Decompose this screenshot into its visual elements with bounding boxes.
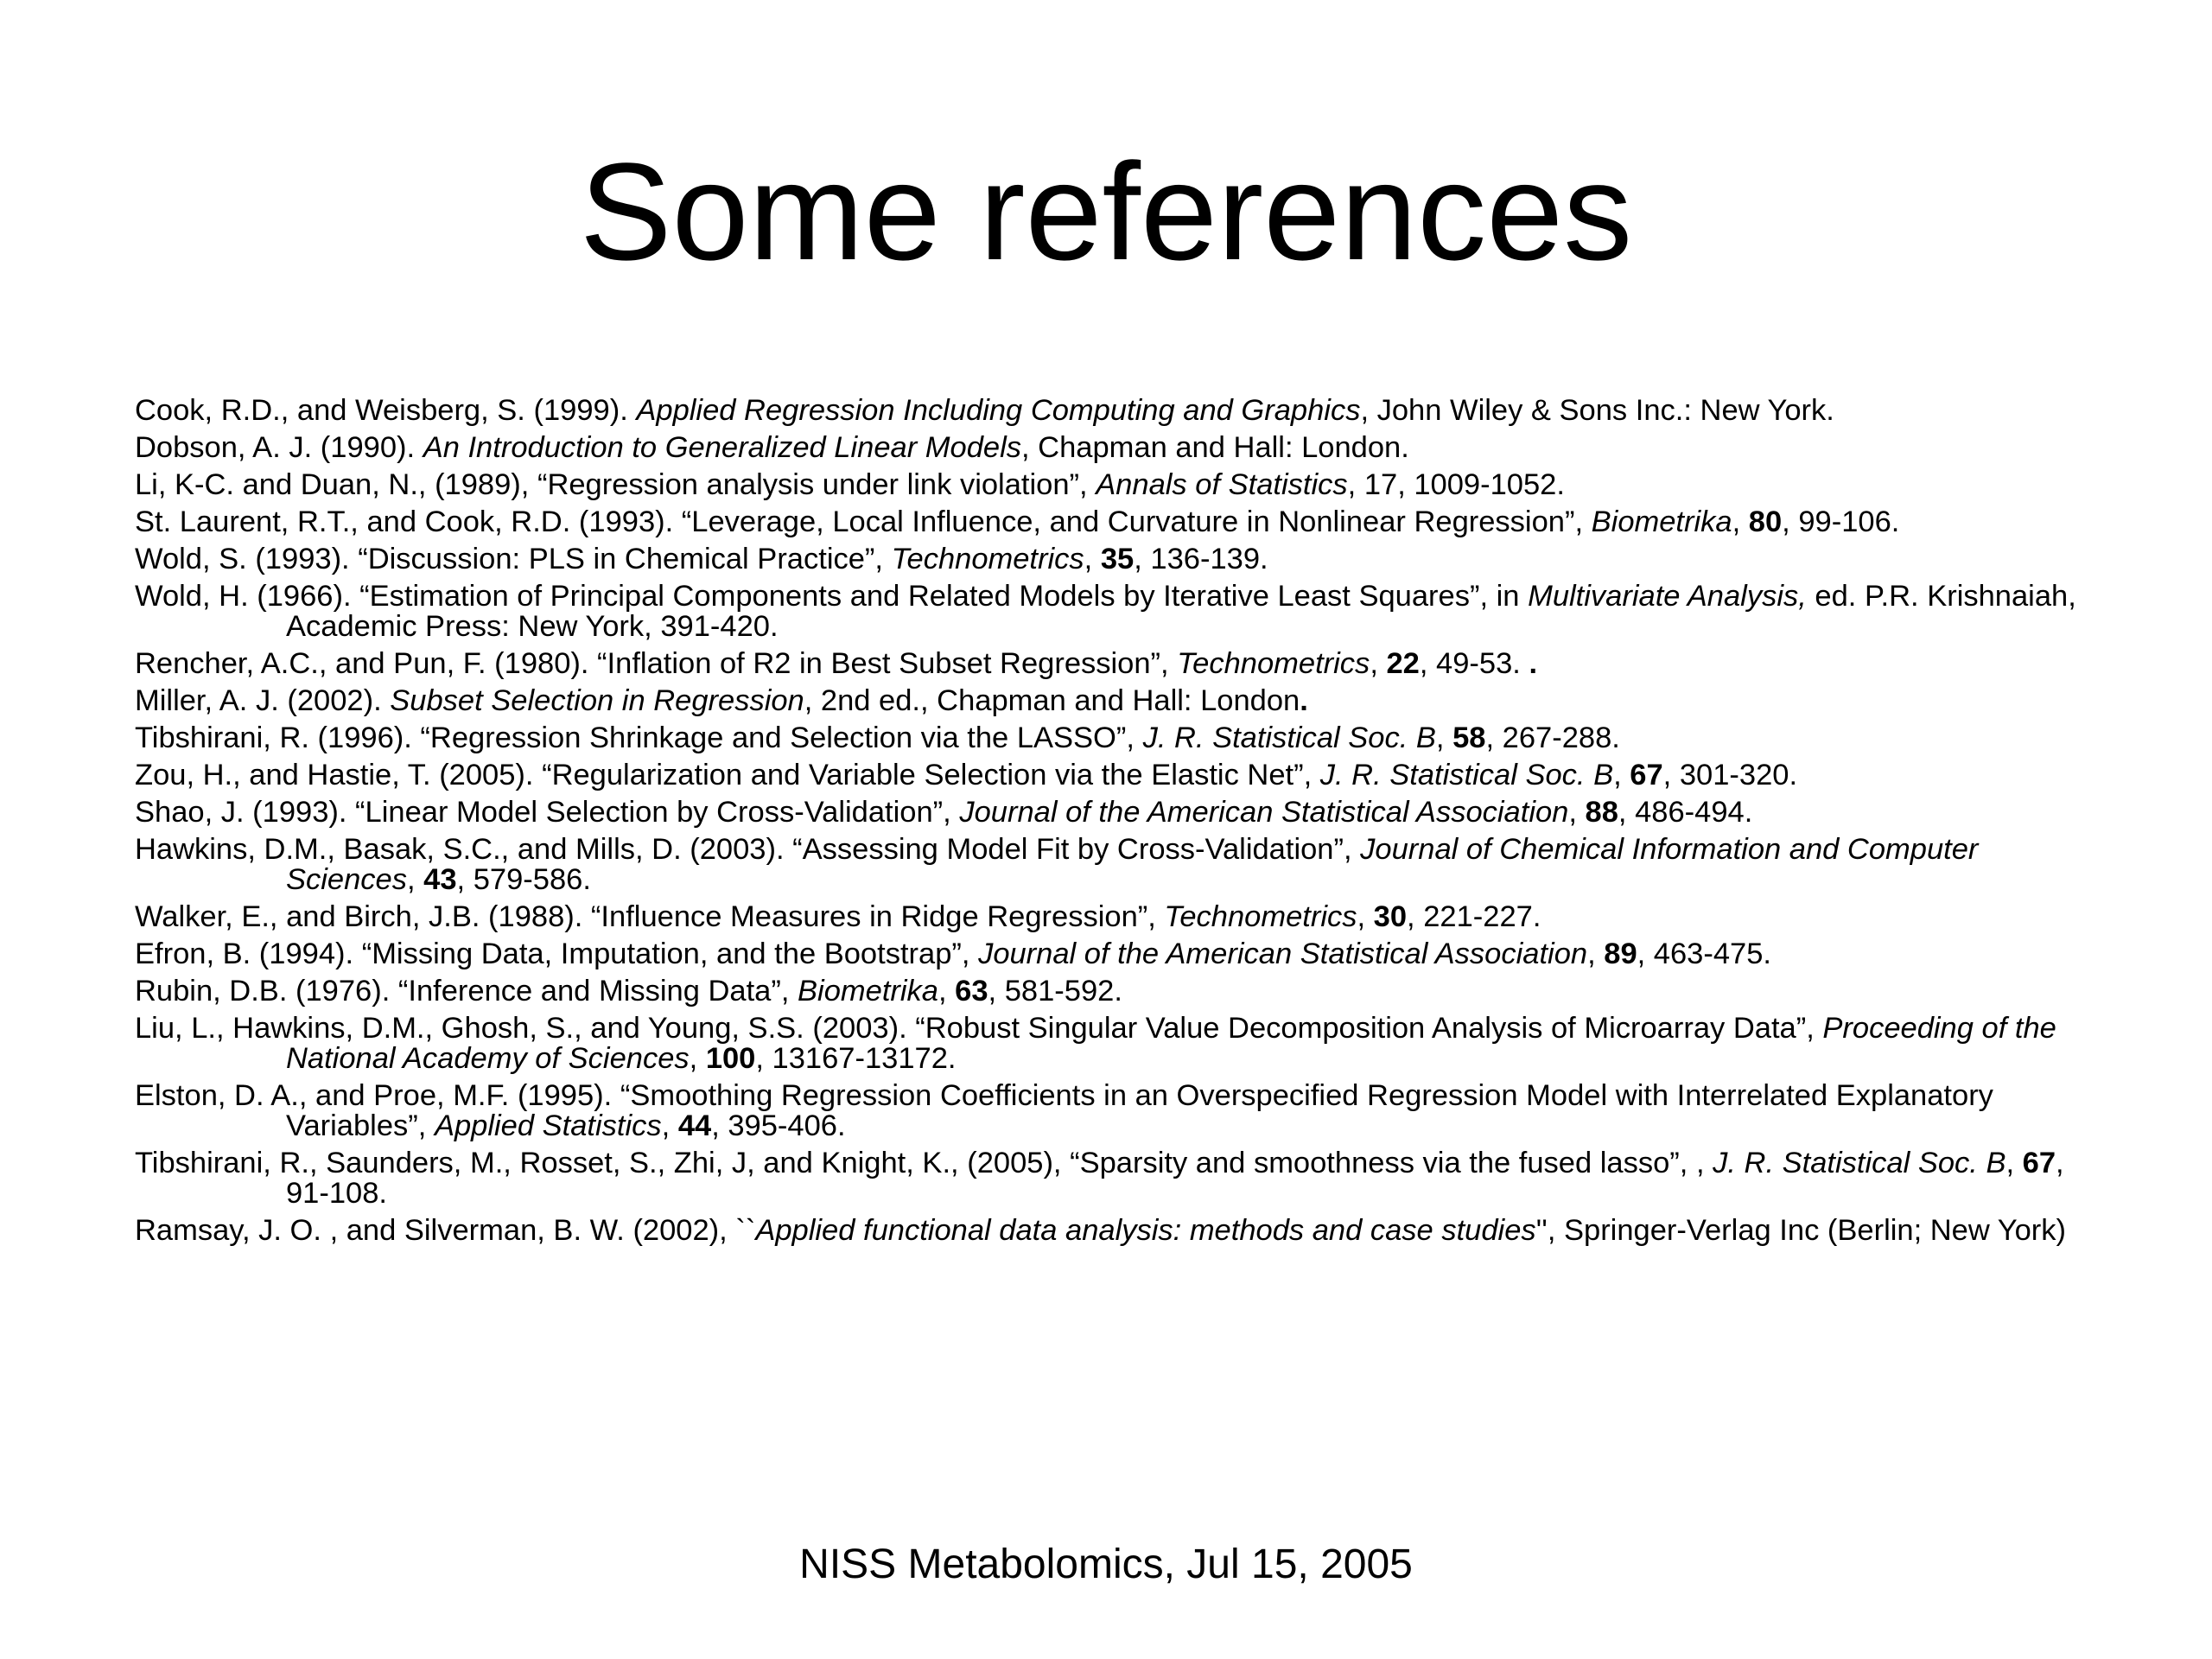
reference-title-text: Multivariate Analysis,	[1528, 580, 1807, 613]
reference-item	[135, 760, 2113, 791]
reference-text: ,	[1435, 721, 1453, 754]
reference-text: , 581-592.	[988, 975, 1122, 1007]
reference-text: , 486-494.	[1618, 796, 1753, 829]
reference-item	[135, 976, 2113, 1007]
reference-title-text: Technometrics	[891, 543, 1084, 575]
reference-text: ,	[689, 1042, 706, 1075]
reference-text: , 579-586.	[456, 863, 591, 896]
reference-text: ,	[2005, 1147, 2023, 1179]
reference-volume-text: .	[1300, 684, 1308, 717]
reference-text: , 91-108.	[286, 1147, 2064, 1210]
reference-title-text: J. R. Statistical Soc. B	[1319, 759, 1614, 791]
reference-volume-text: 100	[705, 1042, 756, 1075]
reference-text: Tibshirani, R., Saunders, M., Rosset, S., Zhi, J, and Knight, K., (2005), “Sparsity and smoothness via the fused lasso”, ,	[135, 1147, 1713, 1179]
reference-text: Miller, A. J. (2002).	[135, 684, 391, 717]
reference-title-text: Biometrika	[798, 975, 938, 1007]
reference-item	[135, 1014, 2113, 1074]
reference-text: Liu, L., Hawkins, D.M., Ghosh, S., and Young, S.S. (2003). “Robust Singular Value Decomposition Analysis of Microarray Data”,	[135, 1012, 1823, 1045]
reference-title-text: Biometrika	[1591, 505, 1732, 538]
reference-item	[135, 649, 2113, 679]
reference-title-text: Subset Selection in Regression	[390, 684, 804, 717]
reference-text: Ramsay, J. O. , and Silverman, B. W. (2002), ``	[135, 1214, 756, 1247]
reference-text: , 49-53.	[1419, 647, 1529, 680]
reference-item	[135, 686, 2113, 716]
reference-volume-text: 58	[1452, 721, 1486, 754]
reference-volume-text: 89	[1604, 938, 1637, 970]
reference-title-text: Journal of the American Statistical Association	[978, 938, 1588, 970]
reference-volume-text: 44	[677, 1109, 712, 1142]
reference-text: Wold, H. (1966). “Estimation of Principal Components and Related Models by Iterative Least Squares”, in	[135, 580, 1529, 613]
reference-title-text: An Introduction to Generalized Linear Models	[423, 431, 1022, 464]
reference-text: , 99-106.	[1782, 505, 1900, 538]
reference-text: , Chapman and Hall: London.	[1021, 431, 1409, 464]
reference-volume-text: 67	[1630, 759, 1663, 791]
reference-volume-text: 43	[423, 863, 457, 896]
reference-text: Efron, B. (1994). “Missing Data, Imputation, and the Bootstrap”,	[135, 938, 979, 970]
reference-title-text: Applied Regression Including Computing and Graphics	[636, 394, 1361, 427]
reference-item	[135, 470, 2113, 500]
reference-text: ,	[1613, 759, 1630, 791]
reference-text: Wold, S. (1993). “Discussion: PLS in Chemical Practice”,	[135, 543, 892, 575]
reference-title-text: Annals of Statistics	[1096, 468, 1348, 501]
reference-volume-text: 63	[955, 975, 988, 1007]
reference-item	[135, 544, 2113, 575]
reference-list	[135, 396, 2113, 1253]
reference-item	[135, 1081, 2113, 1141]
reference-text: ed. P.R. Krishnaiah, Academic Press: New York, 391-420.	[286, 580, 2076, 643]
reference-volume-text: 88	[1585, 796, 1618, 829]
reference-text: ,	[1587, 938, 1605, 970]
reference-title-text: Proceeding of the National Academy of Sciences	[286, 1012, 2056, 1075]
reference-title-text: Journal of Chemical Information and Computer Sciences	[286, 833, 1979, 896]
reference-text: , 221-227.	[1407, 900, 1541, 933]
reference-item	[135, 939, 2113, 969]
reference-title-text: Applied Statistics	[434, 1109, 662, 1142]
reference-text: Hawkins, D.M., Basak, S.C., and Mills, D. (2003). “Assessing Model Fit by Cross-Validation”,	[135, 833, 1361, 866]
reference-volume-text: 80	[1748, 505, 1783, 538]
reference-item	[135, 798, 2113, 828]
reference-text: Tibshirani, R. (1996). “Regression Shrinkage and Selection via the LASSO”,	[135, 721, 1143, 754]
reference-item	[135, 396, 2113, 426]
reference-text: , 136-139.	[1134, 543, 1268, 575]
reference-text: ,	[1732, 505, 1749, 538]
reference-text: , 13167-13172.	[755, 1042, 957, 1075]
reference-text: ,	[1568, 796, 1586, 829]
reference-title-text: Journal of the American Statistical Association	[959, 796, 1569, 829]
reference-item	[135, 902, 2113, 932]
reference-text: Elston, D. A., and Proe, M.F. (1995). “Smoothing Regression Coefficients in an Overspecified Regression Model with Interrelated Explanatory Variables”,	[135, 1079, 1993, 1142]
reference-volume-text: 22	[1386, 647, 1420, 680]
reference-text: Li, K-C. and Duan, N., (1989), “Regression analysis under link violation”,	[135, 468, 1096, 501]
slide-footer: NISS Metabolomics, Jul 15, 2005	[799, 1541, 1413, 1587]
reference-item	[135, 507, 2113, 537]
reference-text: , 267-288.	[1485, 721, 1620, 754]
reference-volume-text: 67	[2022, 1147, 2056, 1179]
reference-text: , 301-320.	[1662, 759, 1798, 791]
reference-title-text: Technometrics	[1177, 647, 1370, 680]
slide-title: Some references	[579, 134, 1633, 289]
reference-text: ,	[1370, 647, 1387, 680]
reference-text: Zou, H., and Hastie, T. (2005). “Regularization and Variable Selection via the Elastic Net”,	[135, 759, 1320, 791]
reference-text: ,	[661, 1109, 678, 1142]
reference-title-text: J. R. Statistical Soc. B	[1713, 1147, 2006, 1179]
reference-text: , 2nd ed., Chapman and Hall: London	[804, 684, 1300, 717]
reference-text: ,	[1357, 900, 1374, 933]
reference-volume-text: 30	[1373, 900, 1408, 933]
reference-title-text: Technometrics	[1164, 900, 1357, 933]
reference-item	[135, 835, 2113, 895]
reference-text: , 463-475.	[1637, 938, 1772, 970]
reference-text: Cook, R.D., and Weisberg, S. (1999).	[135, 394, 637, 427]
reference-text: , 17, 1009-1052.	[1347, 468, 1565, 501]
reference-text: Dobson, A. J. (1990).	[135, 431, 423, 464]
reference-text: St. Laurent, R.T., and Cook, R.D. (1993). “Leverage, Local Influence, and Curvature in Nonlinear Regression”,	[135, 505, 1592, 538]
reference-text: Walker, E., and Birch, J.B. (1988). “Influence Measures in Ridge Regression”,	[135, 900, 1165, 933]
reference-text: ,	[938, 975, 956, 1007]
reference-title-text: J. R. Statistical Soc. B	[1142, 721, 1436, 754]
reference-volume-text: .	[1529, 647, 1538, 680]
reference-text: , 395-406.	[711, 1109, 846, 1142]
reference-item	[135, 433, 2113, 463]
reference-item	[135, 723, 2113, 753]
reference-item	[135, 582, 2113, 642]
reference-text: Shao, J. (1993). “Linear Model Selection by Cross-Validation”,	[135, 796, 960, 829]
reference-text: ,	[1084, 543, 1101, 575]
reference-text: , John Wiley & Sons Inc.: New York.	[1360, 394, 1834, 427]
reference-text: ,	[407, 863, 424, 896]
reference-volume-text: 35	[1100, 543, 1135, 575]
reference-text: '', Springer-Verlag Inc (Berlin; New York)	[1535, 1214, 2067, 1247]
reference-title-text: Applied functional data analysis: methods and case studies	[755, 1214, 1536, 1247]
reference-item	[135, 1216, 2113, 1246]
reference-text: Rubin, D.B. (1976). “Inference and Missing Data”,	[135, 975, 798, 1007]
reference-item	[135, 1148, 2113, 1209]
reference-text: Rencher, A.C., and Pun, F. (1980). “Inflation of R2 in Best Subset Regression”,	[135, 647, 1178, 680]
